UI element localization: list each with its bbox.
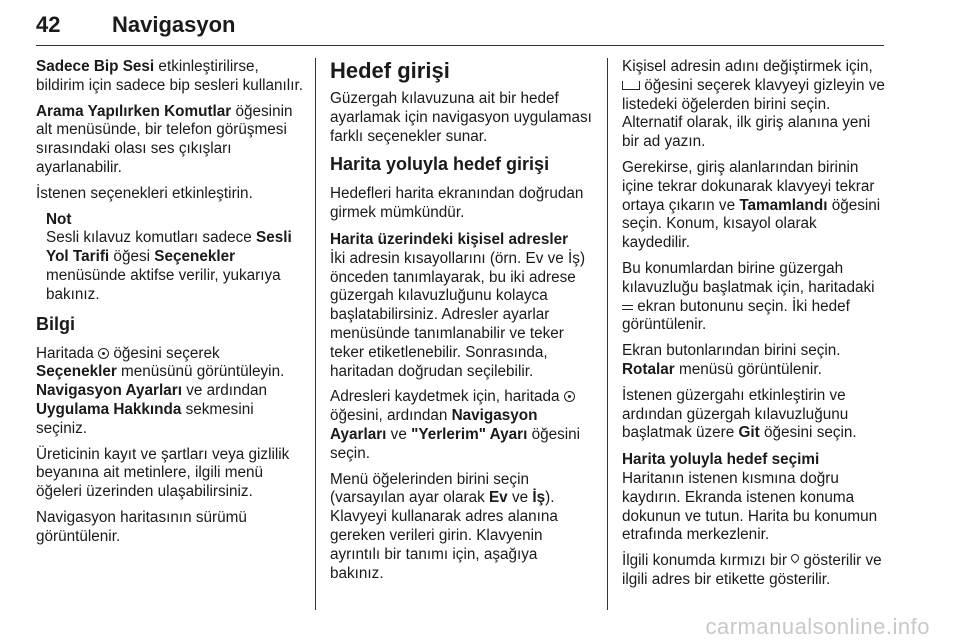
paragraph <box>36 103 304 178</box>
header-rule <box>36 45 884 46</box>
text: menüsü görüntülenir. <box>674 360 822 378</box>
paragraph: Haritanın istenen kısmına doğru kaydırın. Ekranda istenen konuma dokunun ve tutun. Harita bu konumun etrafında merkezlenir. <box>622 469 878 544</box>
section-heading-bilgi: Bilgi <box>36 313 75 334</box>
paragraph: Navigasyon haritasının sürümü görüntülenir. <box>36 508 247 545</box>
paragraph <box>622 387 888 443</box>
column-divider-1 <box>315 58 316 610</box>
column-2 <box>330 58 592 590</box>
text: Sesli kılavuz komutları sadece <box>46 229 256 247</box>
paragraph <box>36 58 304 96</box>
paragraph <box>330 388 592 463</box>
paragraph: Üreticinin kayıt ve şartları veya gizlilik beyanına ait metinlere, ilgili menü öğeleri üzerinden ulaşabilirsiniz. <box>36 445 290 501</box>
paragraph <box>622 159 888 253</box>
menu-term: Uygulama Hakkında <box>36 400 182 418</box>
text: Menü öğelerinden birini seçin (varsayılan ayar olarak <box>330 470 529 507</box>
watermark: carmanualsonline.info <box>705 614 930 639</box>
section-heading: Hedef girişi <box>330 58 450 83</box>
minor-heading: Harita yoluyla hedef seçimi <box>622 451 820 469</box>
menu-term: "Yerlerim" Ayarı <box>411 425 528 443</box>
text: ve <box>507 489 533 507</box>
text: öğesini seçerek <box>109 344 220 362</box>
menu-term: Navigasyon Ayarları <box>36 382 182 400</box>
text: Haritada <box>36 344 99 362</box>
paragraph <box>622 58 888 152</box>
text: öğesini seçerek klavyeyi gizleyin ve listedeki öğelerden birini seçin. Alternatif olarak, ilk giriş alanına yeni bir ad yazın. <box>622 76 885 151</box>
target-icon <box>564 391 575 402</box>
text: öğesini seçin. <box>759 424 857 442</box>
menu-term: Seçenekler <box>36 363 117 381</box>
text: Adresleri kaydetmek için, haritada <box>330 388 564 406</box>
paragraph <box>622 552 888 590</box>
text: sekmesini seçiniz. <box>36 400 254 437</box>
text: gösterilir ve ilgili adres bir etikette gösterilir. <box>622 552 882 588</box>
menu-term: Ev <box>488 489 508 507</box>
equals-icon <box>622 304 633 312</box>
paragraph <box>330 471 592 584</box>
text: Ekran butonlarından birini seçin. <box>622 342 841 360</box>
paragraph <box>622 260 888 335</box>
text: ekran butonunu seçin. İki hedef görüntülenir. <box>622 297 850 334</box>
column-divider-2 <box>607 58 608 610</box>
menu-term: Seçenekler <box>154 248 236 266</box>
menu-term: Arama Yapılırken Komutlar <box>36 102 232 120</box>
text: öğesi <box>109 248 155 266</box>
minor-heading: Harita üzerindeki kişisel adresler <box>330 230 569 248</box>
text: İstenen güzergahı etkinleştirin ve ardından güzergah kılavuzluğunu başlatmak üzere <box>622 386 849 442</box>
paragraph: İstenen seçenekleri etkinleştirin. <box>36 184 253 202</box>
menu-term: Rotalar <box>622 360 675 378</box>
text: Kişisel adresin adını değiştirmek için, <box>622 58 873 75</box>
text: öğesini, ardından <box>330 407 452 425</box>
text: Gerekirse, giriş alanlarından birinin içine tekrar dokunarak klavyeyi tekrar ortaya çıkarın ve <box>622 158 875 214</box>
map-pin-icon <box>791 554 799 566</box>
paragraph: İki adresin kısayollarını (örn. Ev ve İş) önceden tanımlayarak, bu iki adrese güzergah kılavuzluğunu kolayca başlatabilirsiniz. Adresler ayarlar menüsünde tanımlanabilir ve teker teker etiketlenebilir. Sonrasında, haritadan doğrudan seçilebilir. <box>330 249 586 380</box>
paragraph <box>36 345 304 439</box>
text: menüsünde aktifse verilir, yukarıya bakınız. <box>46 266 281 303</box>
text: Bu konumlardan birine güzergah kılavuzluğu başlatmak için, haritadaki <box>622 259 875 296</box>
page-header <box>0 0 960 50</box>
menu-term: Sesli Yol Tarifi <box>46 229 292 266</box>
menu-term: Sadece Bip Sesi <box>36 58 155 75</box>
space-key-icon <box>622 81 640 90</box>
sub-heading: Harita yoluyla hedef girişi <box>330 154 550 175</box>
target-icon <box>98 348 109 359</box>
running-title: Navigasyon <box>112 12 236 37</box>
column-3 <box>622 58 888 597</box>
column-1 <box>36 58 304 554</box>
text: etkinleştirilirse, bildirim için sadece bip sesleri kullanılır. <box>36 58 303 94</box>
note-text <box>46 229 304 304</box>
text: İlgili konumda kırmızı bir <box>622 552 792 570</box>
text: ve <box>386 425 412 443</box>
page-number: 42 <box>36 12 61 37</box>
menu-term: Navigasyon Ayarları <box>330 407 538 443</box>
paragraph: Güzergah kılavuzuna ait bir hedef ayarlamak için navigasyon uygulaması farklı seçenekler sunar. <box>330 90 592 145</box>
menu-term: İş <box>532 489 546 507</box>
text: ve ardından <box>181 382 268 400</box>
text: öğesini seçin. <box>330 425 581 462</box>
menu-term: Git <box>738 424 760 442</box>
text: öğesini seçin. Konum, kısayol olarak kaydedilir. <box>622 196 881 252</box>
text: ). Klavyeyi kullanarak adres alanına gereken verileri girin. Klavyenin ayrıntılı bir tanımı için, aşağıya bakınız. <box>330 489 558 582</box>
text: menüsünü görüntüleyin. <box>116 363 285 381</box>
note-title: Not <box>46 210 72 228</box>
paragraph: Hedefleri harita ekranından doğrudan girmek mümkündür. <box>330 185 584 222</box>
text: öğesinin alt menüsünde, bir telefon görüşmesi sırasındaki olası ses çıkışları ayarlanabilir. <box>36 102 293 176</box>
note-box <box>46 211 304 305</box>
paragraph <box>622 342 888 380</box>
menu-term: Tamamlandı <box>739 196 828 214</box>
